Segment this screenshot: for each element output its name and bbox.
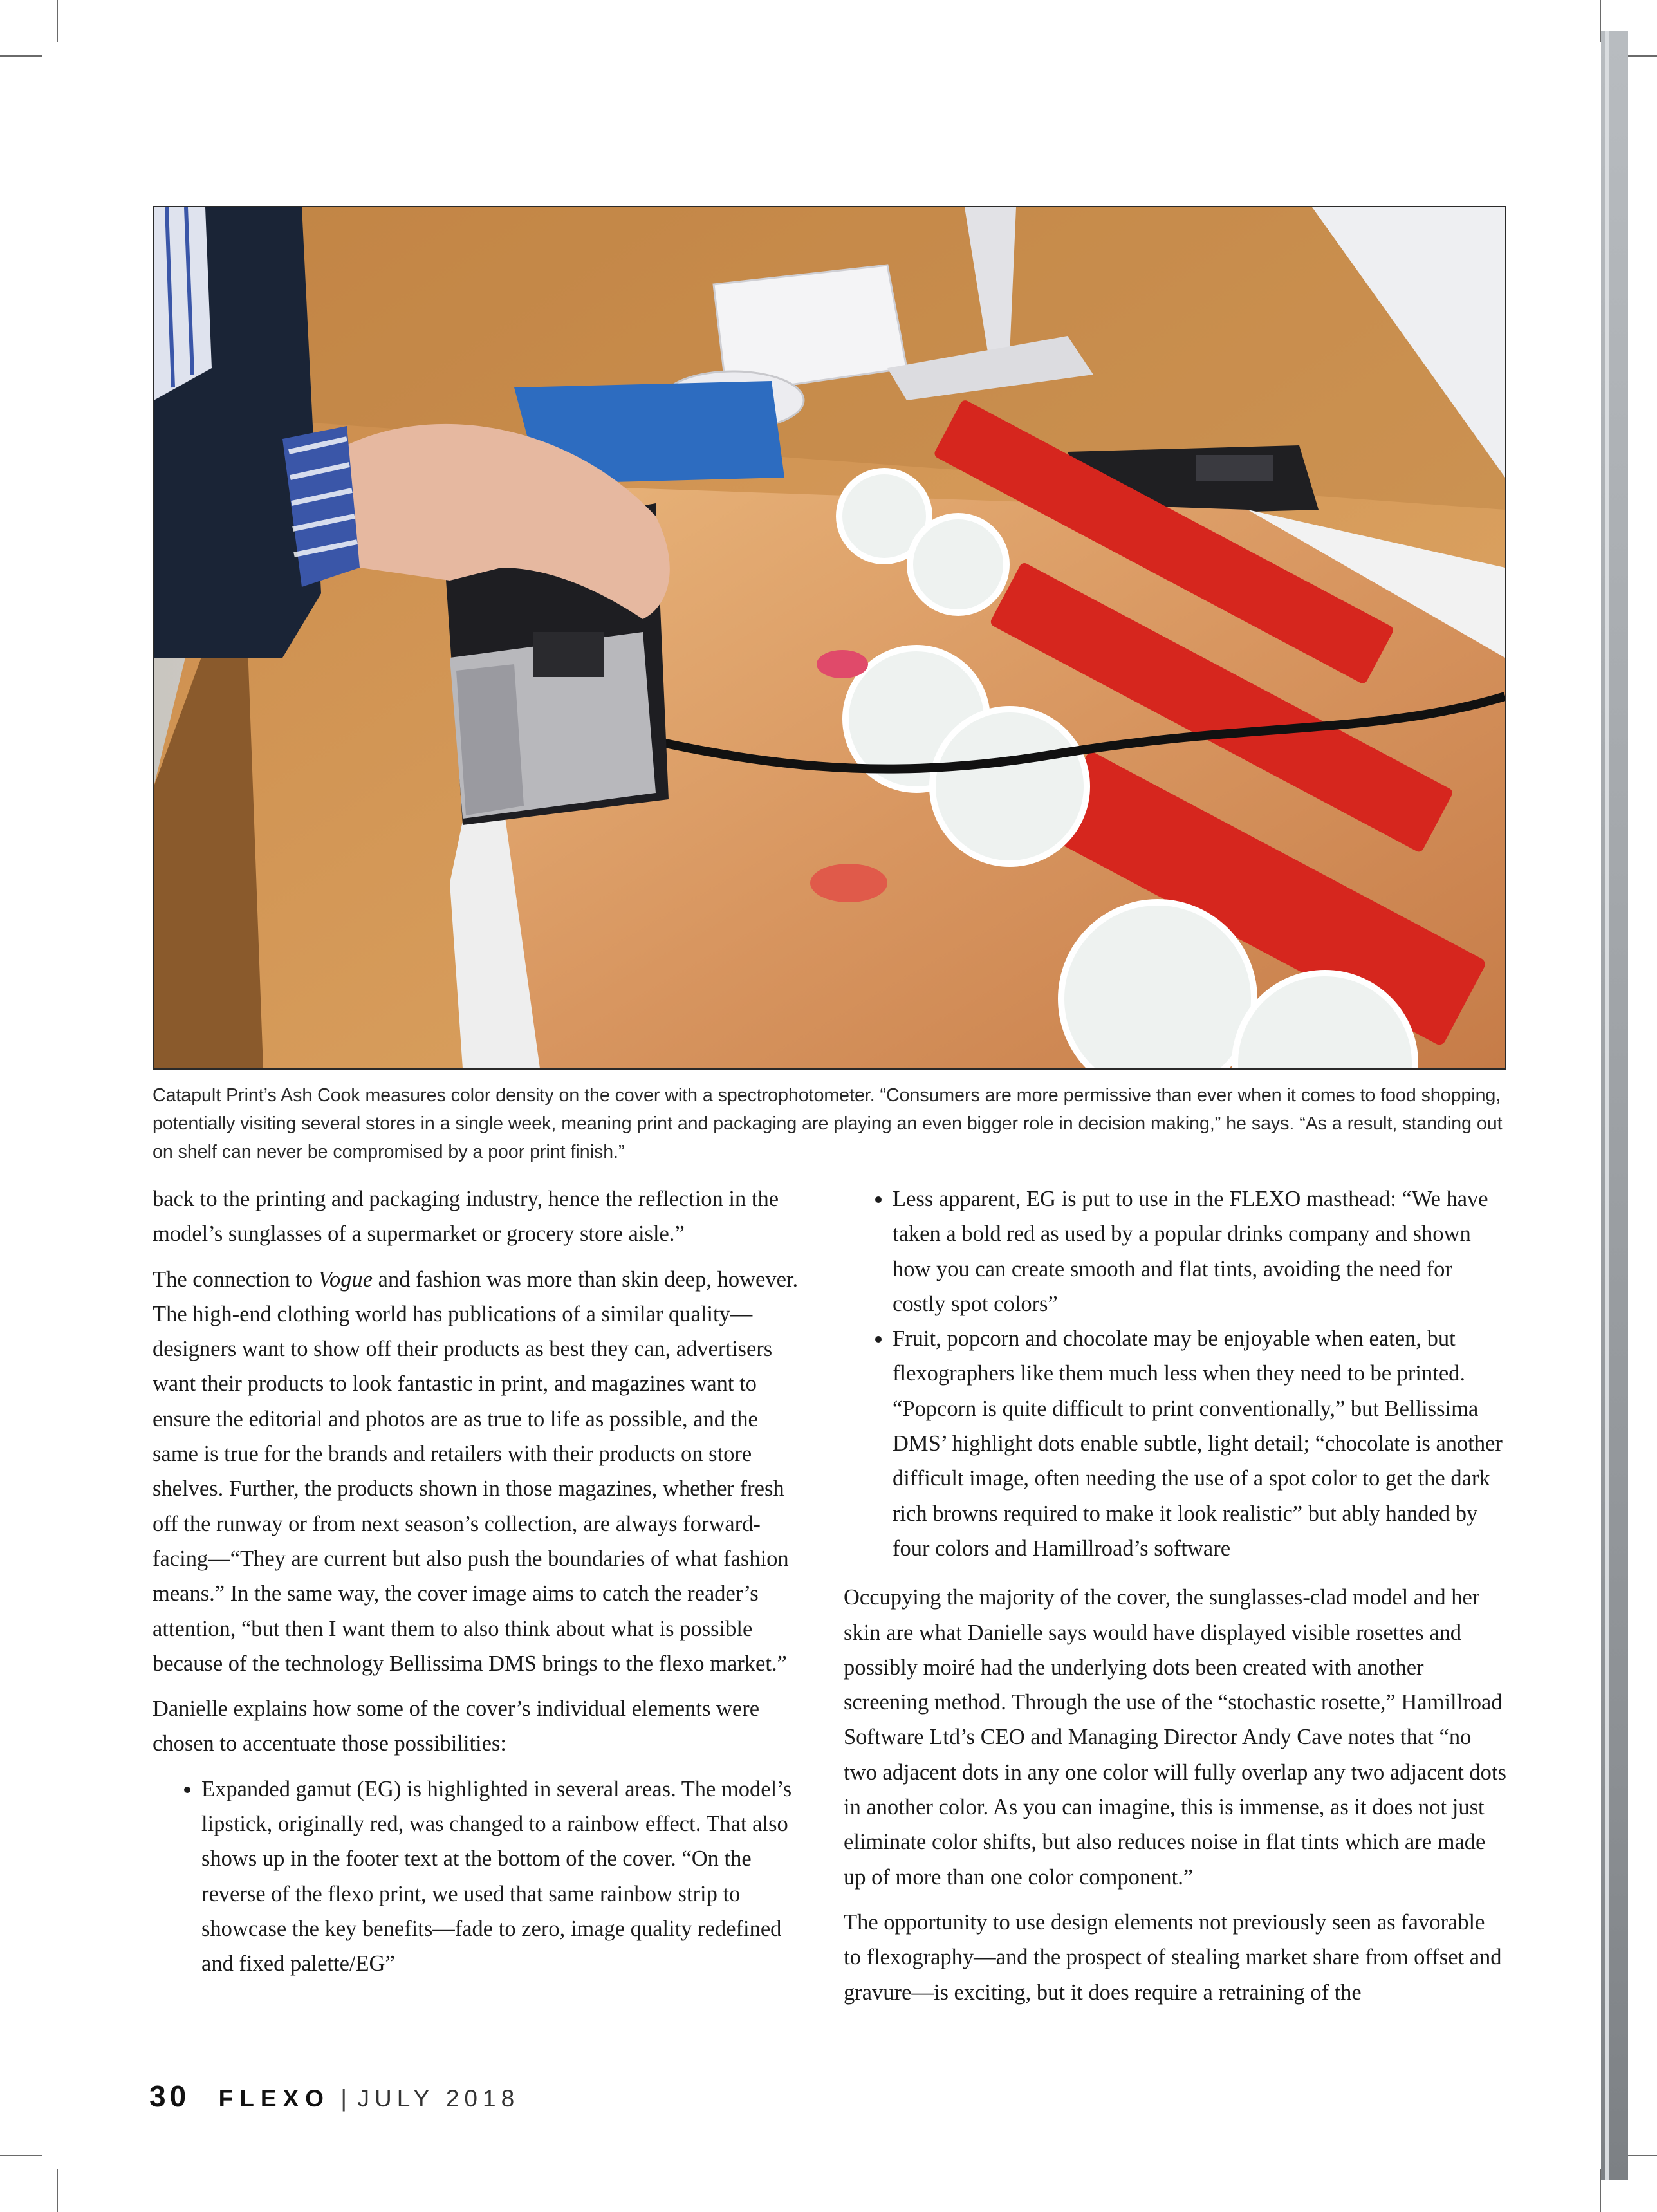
footer-separator: |: [340, 2085, 347, 2112]
page-edge-highlight: [1605, 31, 1609, 2180]
publication-name: Vogue: [318, 1267, 373, 1292]
crop-mark: [57, 0, 58, 42]
paragraph: [153, 1262, 809, 1682]
bullet-list: [153, 1772, 809, 1982]
list-item: • Expanded gamut (EG) is highlighted in several areas. The model’s lipstick, originally red, was changed to a rainbow effect. That also shows up in the footer text at the bottom of the cover. “On the reverse of the flexo print, we used that same rainbow strip to showcase the key benefits—fade to zero, image quality redefined and fixed palette/EG”: [201, 1772, 809, 1982]
list-item: • Less apparent, EG is put to use in the FLEXO masthead: “We have taken a bold red as used by a popular drinks company and shown how you can create smooth and flat tints, avoiding the need for costly spot colors”: [893, 1182, 1506, 1321]
bullet-list: [844, 1182, 1506, 1566]
issue-date: JULY 2018: [357, 2085, 520, 2112]
feature-photo: [153, 206, 1506, 1070]
crop-mark: [57, 2169, 58, 2212]
page-number: 30: [149, 2079, 190, 2113]
magazine-name: FLEXO: [218, 2085, 330, 2112]
list-item: • Fruit, popcorn and chocolate may be enjoyable when eaten, but flexographers like them much less when they need to be printed. “Popcorn is quite difficult to print conventionally,” but Bellissima DMS’ highlight dots enable subtle, light detail; “chocolate is another difficult image, often needing the use of a spot color to get the dark rich browns required to make it look realistic” but ably handed by four colors and Hamillroad’s software: [893, 1321, 1506, 1566]
article-column-right: [844, 1182, 1506, 2020]
paragraph: Occupying the majority of the cover, the sunglasses-clad model and her skin are what Danielle says would have displayed visible rosettes and possibly moiré had the underlying dots been created with another screening method. Through the use of the “stochastic rosette,” Hamillroad Software Ltd’s CEO and Managing Director Andy Cave notes that “no two adjacent dots in any one color will fully overlap any two adjacent dots in another color. As you can imagine, this is immense, as it does not just eliminate color shifts, but also reduces noise in flat tints which are made up of more than one color component.”: [844, 1585, 1506, 1890]
paragraph: The opportunity to use design elements not previously seen as favorable to flexography—and the prospect of stealing market share from offset and gravure—is exciting, but it does require a retraining of the: [844, 1910, 1502, 2005]
text-run: The connection to: [153, 1267, 319, 1292]
photo-caption: Catapult Print’s Ash Cook measures color density on the cover with a spectrophotometer. “Consumers are more permissive than ever when it comes to food shopping, potentially visiting several stores in a single week, meaning print and packaging are playing an even bigger role in decision making,” he says. “As a result, standing out on shelf can never be compromised by a poor print finish.”: [153, 1085, 1503, 1162]
crop-mark: [0, 2155, 42, 2156]
article-column-left: [153, 1182, 809, 1992]
paragraph: back to the printing and packaging industry, hence the reflection in the model’s sunglasses of a supermarket or grocery store aisle.”: [153, 1187, 779, 1247]
text-run: and fashion was more than skin deep, however. The high-end clothing world has publications of a similar quality—designers want to show off their products as best they can, advertisers want their products to look fantastic in print, and magazines want to ensure the editorial and photos are as true to life as possible, and the same is true for the brands and retailers with their products on store shelves. Further, the products shown in those magazines, whether fresh off the runway or from next season’s collection, are always forward-facing—“They are current but also push the boundaries of what fashion means.” In the same way, the cover image aims to catch the reader’s attention, “but then I want them to also think about what is possible because of the technology Bellissima DMS brings to the flexo market.”: [153, 1267, 799, 1676]
photo-illustration: [154, 207, 1505, 1068]
page-footer: [149, 2079, 519, 2115]
paragraph: Danielle explains how some of the cover’s individual elements were chosen to accentuate those possibilities:: [153, 1696, 760, 1756]
crop-mark: [0, 55, 42, 57]
